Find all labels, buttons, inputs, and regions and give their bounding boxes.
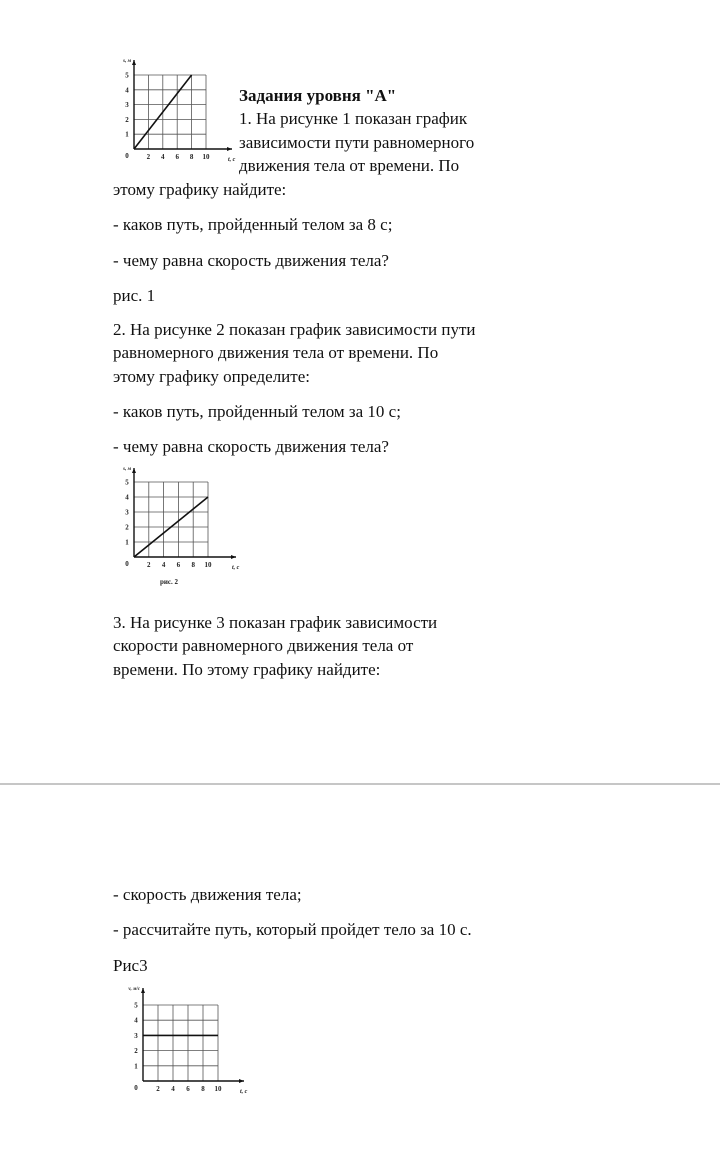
chart2-x-tick-label: 6 <box>176 561 181 569</box>
chart1-y-tick-label: 4 <box>125 86 129 95</box>
chart3-x-tick-label: 4 <box>171 1085 175 1093</box>
chart3-y-arrow-icon <box>141 988 145 993</box>
chart2-caption: рис. 2 <box>159 578 179 586</box>
chart3-y-axis-label: v, м/с <box>128 987 140 992</box>
chart3-x-tick-label: 2 <box>156 1085 160 1093</box>
task2-line-2: равномерного движения тела от времени. По <box>113 343 439 362</box>
chart2-x-tick-label: 10 <box>204 561 212 569</box>
chart3-x-tick-label: 10 <box>214 1085 222 1093</box>
chart2-x-arrow-icon <box>231 555 236 559</box>
page-separator <box>0 783 720 785</box>
chart1-x-tick-label: 6 <box>175 153 179 161</box>
chart2-y-tick-label: 4 <box>125 493 129 502</box>
chart2-y-tick-label: 2 <box>125 523 129 532</box>
task3-question-1: - скорость движения тела; <box>113 885 302 904</box>
chart3-y-tick-label: 1 <box>134 1062 138 1071</box>
chart1-x-tick-label: 10 <box>202 153 210 161</box>
chart2-y-tick-label: 3 <box>125 508 129 517</box>
chart2-y-arrow-icon <box>132 468 136 473</box>
chart3-y-tick-label: 5 <box>134 1001 138 1010</box>
chart3-origin-label: 0 <box>134 1084 138 1092</box>
chart3-y-tick-label: 4 <box>134 1016 138 1025</box>
task1-question-1: - каков путь, пройденный телом за 8 с; <box>113 215 393 234</box>
chart3-y-tick-label: 2 <box>134 1047 138 1056</box>
chart1-x-tick-label: 2 <box>146 153 151 161</box>
task1-line-4: этому графику найдите: <box>113 180 287 199</box>
chart2-y-axis-label: s, м <box>123 467 131 472</box>
chart1-x-tick-label: 4 <box>161 153 165 161</box>
task1-line-3: движения тела от времени. По <box>239 156 460 175</box>
task2-line-3: этому графику определите: <box>113 367 310 386</box>
chart2-x-tick-label: 4 <box>161 561 166 569</box>
task2-question-1: - каков путь, пройденный телом за 10 с; <box>113 402 401 421</box>
task1-line-2: зависимости пути равномерного <box>239 133 475 152</box>
chart2-x-tick-label: 2 <box>147 561 151 569</box>
task1-line-1: 1. На рисунке 1 показан график <box>239 109 468 128</box>
chart3-x-axis-label: t, c <box>240 1089 248 1095</box>
chart2-origin-label: 0 <box>125 560 129 568</box>
chart1-y-tick-label: 2 <box>125 115 129 124</box>
task1-question-2: - чему равна скорость движения тела? <box>113 251 389 270</box>
chart3-y-tick-label: 3 <box>134 1031 138 1040</box>
chart1-y-tick-label: 5 <box>125 71 129 80</box>
chart1-y-tick-label: 3 <box>125 101 129 110</box>
figure-1-caption: рис. 1 <box>113 286 156 305</box>
chart1-x-arrow-icon <box>227 147 232 151</box>
chart1-x-tick-label: 8 <box>189 153 194 161</box>
task3-line-3: времени. По этому графику найдите: <box>113 660 381 679</box>
task3-line-1: 3. На рисунке 3 показан график зависимости <box>113 613 438 632</box>
chart3-x-arrow-icon <box>239 1079 244 1083</box>
section-heading: Задания уровня "A" <box>239 86 397 105</box>
chart1-origin-label: 0 <box>125 152 129 160</box>
task3-question-2: - рассчитайте путь, который пройдет тело за 10 с. <box>113 920 472 939</box>
task3-line-2: скорости равномерного движения тела от <box>113 636 414 655</box>
chart2-y-tick-label: 1 <box>125 538 129 547</box>
chart2-x-axis-label: t, c <box>232 565 240 571</box>
chart1-x-axis-label: t, c <box>228 157 236 163</box>
chart1-y-arrow-icon <box>132 60 136 65</box>
task2-question-2: - чему равна скорость движения тела? <box>113 437 389 456</box>
chart2-x-tick-label: 8 <box>191 561 195 569</box>
figure-3-caption: Рис3 <box>113 956 148 975</box>
chart3-x-tick-label: 6 <box>186 1085 190 1093</box>
chart1-y-axis-label: s, м <box>123 59 131 64</box>
task2-line-1: 2. На рисунке 2 показан график зависимости пути <box>113 320 476 339</box>
chart1-y-tick-label: 1 <box>125 130 129 139</box>
chart2-y-tick-label: 5 <box>125 478 129 487</box>
chart3-x-tick-label: 8 <box>201 1085 205 1093</box>
